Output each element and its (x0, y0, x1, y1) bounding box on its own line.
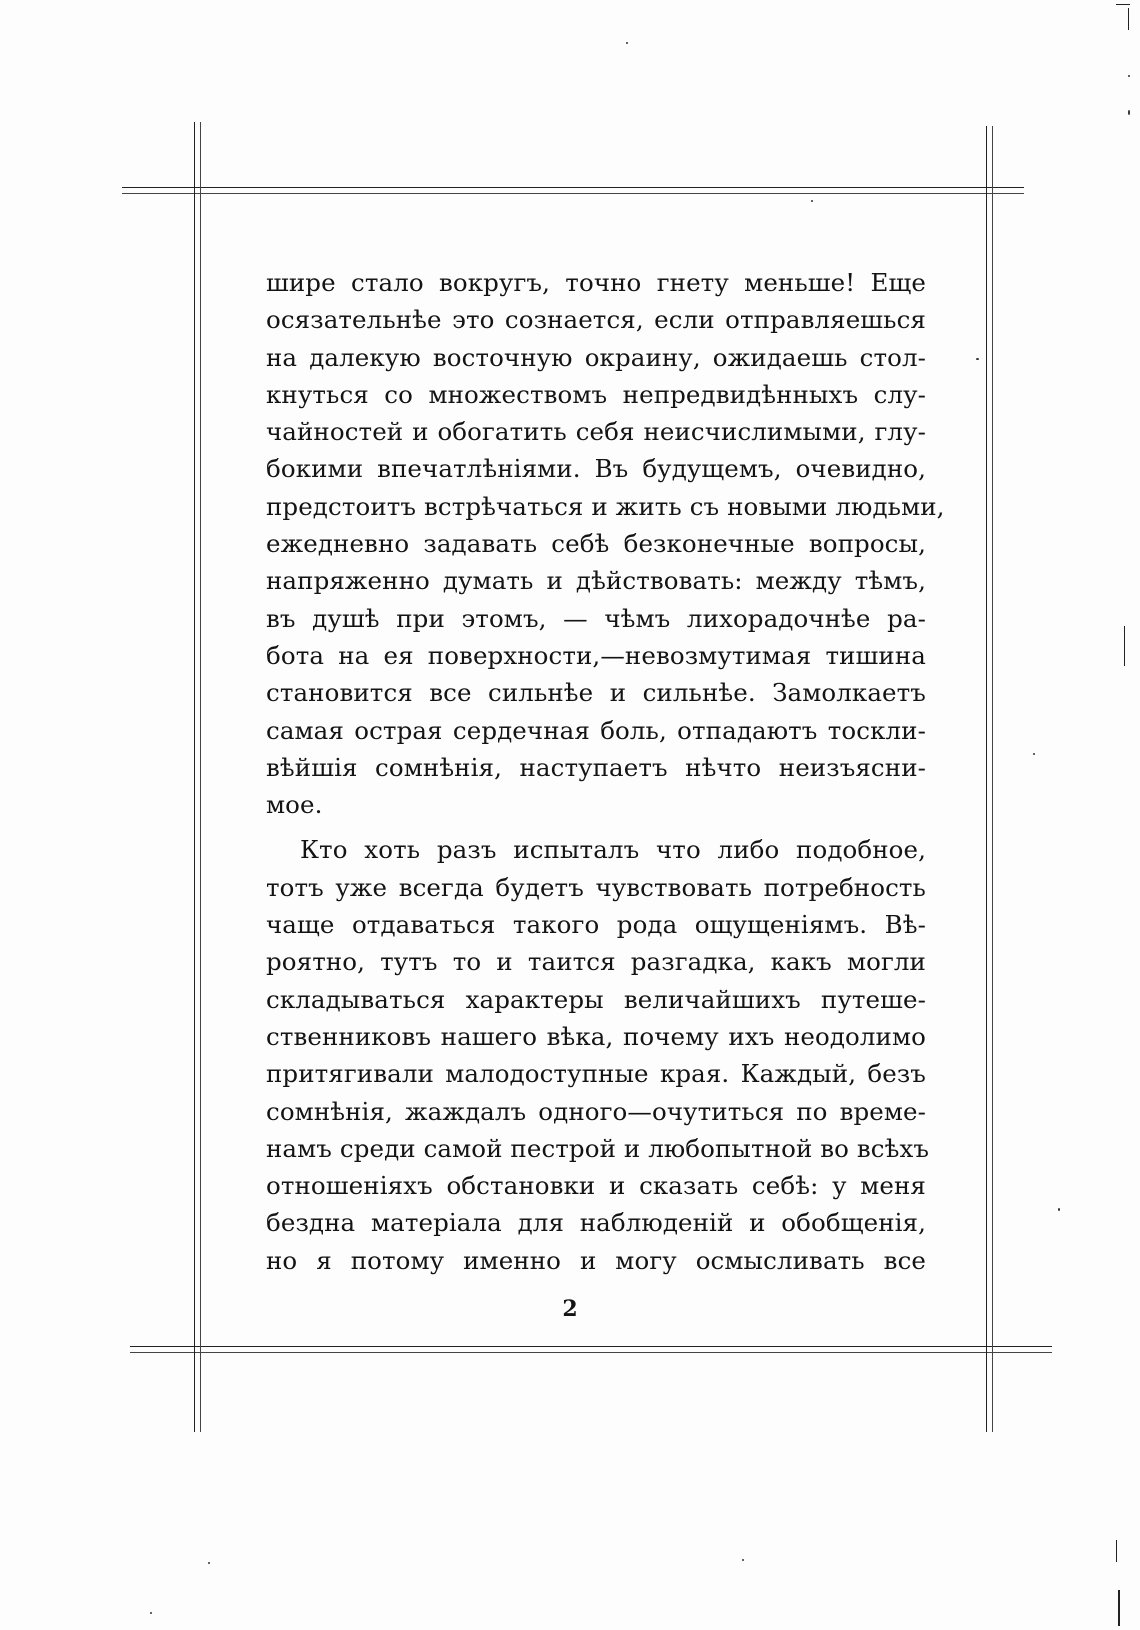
scan-speck (208, 1562, 210, 1564)
text-line: намъ среди самой пестрой и любопытной во всѣхъ (266, 1133, 930, 1163)
text-line: бокими впечатлѣніями. Въ будущемъ, очевидно, (266, 454, 926, 484)
right-rule (986, 126, 987, 1432)
scan-speck (626, 42, 628, 44)
text-line: складываться характеры величайшихъ путеше- (266, 984, 926, 1014)
scan-edge-mark (1124, 626, 1125, 666)
top-rule-inner (122, 193, 1024, 194)
scan-edge-mark (1128, 8, 1129, 30)
text-line: ственниковъ нашего вѣка, почему ихъ неодолимо (266, 1021, 926, 1051)
scan-speck (811, 200, 813, 202)
bottom-rule-inner (130, 1352, 1052, 1353)
scan-speck (1033, 753, 1035, 755)
right-rule-inner (992, 126, 993, 1432)
body-text (266, 264, 945, 1279)
scan-edge-mark (1116, 4, 1130, 7)
top-rule (122, 187, 1024, 188)
text-line: тотъ уже всегда будетъ чувствовать потребность (266, 872, 926, 902)
left-rule-inner (200, 122, 201, 1432)
text-line: вѣйшія сомнѣнія, наступаетъ нѣчто неизъясни- (266, 752, 926, 782)
scan-speck (976, 358, 979, 360)
scan-speck (150, 1612, 152, 1614)
text-line: въ душѣ при этомъ, — чѣмъ лихорадочнѣе ра- (266, 603, 926, 633)
scan-speck (742, 1559, 744, 1561)
text-line: роятно, тутъ то и таится разгадка, какъ могли (266, 947, 926, 977)
bottom-rule (130, 1346, 1052, 1347)
text-line: чайностей и обогатить себя неисчислимыми, глу- (266, 417, 926, 447)
text-line: шире стало вокругъ, точно гнету меньше! Еще (266, 268, 926, 297)
text-line: осязательнѣе это сознается, если отправляешься (266, 305, 926, 335)
scan-speck (1128, 75, 1130, 77)
text-line: но я потому именно и могу осмысливать все (266, 1245, 926, 1275)
text-line: мое. (266, 790, 323, 820)
page-number: 2 (562, 1296, 578, 1322)
text-line: становится все сильнѣе и сильнѣе. Замолкаетъ (266, 678, 926, 708)
text-line: бездна матеріала для наблюденій и обобщенія, (266, 1208, 926, 1238)
scan-speck (1128, 110, 1130, 115)
text-line: предстоитъ встрѣчаться и жить съ новыми людьми, (266, 491, 945, 521)
scan-edge-mark (1116, 1540, 1117, 1562)
text-line: самая острая сердечная боль, отпадаютъ тоскли- (266, 715, 926, 745)
text-line: чаще отдаваться такого рода ощущеніямъ. Вѣ- (266, 910, 926, 940)
scan-speck (1058, 1208, 1060, 1211)
text-line: отношеніяхъ обстановки и сказать себѣ: у меня (266, 1171, 926, 1201)
paragraph (266, 831, 930, 1279)
text-line: сомнѣнія, жаждалъ одного—очутиться по време- (266, 1096, 926, 1126)
text-line: притягивали малодоступные края. Каждый, безъ (266, 1059, 926, 1089)
left-rule (194, 122, 195, 1432)
text-line: на далекую восточную окраину, ожидаешь стол- (266, 342, 926, 372)
text-line: бота на ея поверхности,—невозмутимая тишина (266, 640, 926, 670)
paragraph (266, 264, 945, 823)
text-line: кнуться со множествомъ непредвидѣнныхъ слу- (266, 379, 926, 409)
text-line: напряженно думать и дѣйствовать: между тѣмъ, (266, 566, 926, 596)
text-line: ежедневно задавать себѣ безконечные вопросы, (266, 529, 926, 559)
text-line: Кто хоть разъ испыталъ что либо подобное, (300, 835, 926, 865)
scan-edge-mark (1118, 1590, 1120, 1626)
